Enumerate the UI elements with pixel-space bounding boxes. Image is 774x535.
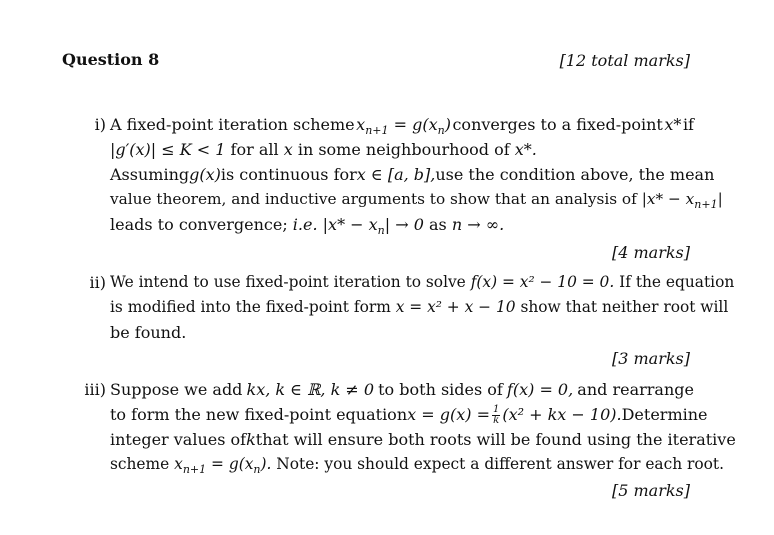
text: scheme (110, 455, 170, 473)
part-i (94, 112, 723, 238)
marks-text: [3 marks] (611, 349, 690, 368)
text: If the equation (619, 273, 735, 291)
question-total-marks (560, 51, 690, 70)
marks-text: [5 marks] (611, 481, 690, 500)
text: We intend to use fixed-point iteration to solve (110, 273, 466, 291)
text: Note: you should expect a different answer for each root. (276, 455, 724, 473)
text: use the condition above, the mean (435, 165, 715, 184)
fraction-denominator: k (493, 415, 500, 426)
text: integer values of (110, 430, 247, 449)
math (356, 112, 451, 137)
math-text: | (717, 190, 723, 208)
math: kx, k ∈ ℝ, k ≠ 0 (246, 380, 375, 399)
text: show that neither root will (520, 298, 729, 316)
math: x*. (514, 140, 537, 159)
fraction (492, 405, 500, 426)
part-i-line-3 (110, 162, 715, 187)
text: to both sides of (378, 380, 503, 399)
math-sub: n (437, 124, 445, 138)
math-text: = g(x (388, 115, 438, 134)
text-italic: i.e. (292, 215, 318, 234)
text: is modified into the fixed-point form (110, 298, 391, 316)
text: and rearrange (577, 380, 694, 399)
part-ii-line-1 (110, 270, 735, 295)
text: that will ensure both roots will be found using the iterative (255, 430, 736, 449)
part-ii-line-3: be found. (110, 323, 187, 342)
text: Suppose we add (110, 380, 243, 399)
math-text: ) (444, 115, 451, 134)
math (407, 402, 621, 427)
math-sub: n (377, 224, 385, 238)
math-sub: n+1 (182, 463, 207, 477)
text: value theorem, and inductive arguments to show that an analysis of (110, 190, 637, 208)
math: x (283, 140, 293, 159)
part-iii-label: iii) (84, 380, 106, 399)
part-iii-line-2 (110, 402, 708, 427)
math-text: ). (260, 455, 272, 473)
fraction-numerator: 1 (492, 404, 500, 415)
question-title: Question 8 (62, 50, 160, 69)
part-iii-marks (612, 481, 690, 500)
text: is continuous for (220, 165, 357, 184)
math-text: |x* − x (641, 190, 695, 208)
text: in some neighbourhood of (297, 140, 510, 159)
part-i-marks (612, 243, 690, 262)
math-text: x (174, 455, 183, 473)
part-ii-line-2 (110, 295, 729, 320)
part-i-line-2 (110, 137, 694, 162)
text: A fixed-point iteration scheme (110, 115, 355, 134)
math: f(x) = x² − 10 = 0. (470, 273, 615, 291)
math: n → ∞. (451, 215, 505, 234)
part-ii (89, 270, 735, 345)
text: as (429, 215, 447, 234)
part-i-line-4 (110, 187, 723, 212)
text: if (682, 115, 694, 134)
text: Assuming (110, 165, 190, 184)
part-iii-line-4 (110, 452, 724, 477)
math-text: x = g(x) = (407, 405, 490, 424)
math-text: = g(x (206, 455, 254, 473)
part-iii (84, 377, 736, 477)
text: Determine (621, 405, 708, 424)
math: k (246, 430, 256, 449)
part-i-line-5 (110, 212, 694, 237)
math-text: (x² + kx − 10). (502, 405, 622, 424)
math: x = x² + x − 10 (395, 298, 516, 316)
math-sub: n+1 (365, 124, 389, 138)
part-ii-label: ii) (89, 273, 106, 292)
math (174, 455, 272, 477)
math: x* (664, 115, 682, 134)
math-text: | → 0 (384, 215, 424, 234)
part-i-label: i) (94, 115, 106, 134)
math: x ∈ [a, b], (356, 165, 436, 184)
math-sub: n (253, 463, 261, 477)
math (641, 190, 723, 212)
math (322, 215, 424, 238)
math: f(x) = 0, (506, 380, 574, 399)
math-sub: n+1 (694, 198, 718, 212)
text: for all (230, 140, 279, 159)
marks-text: [4 marks] (611, 243, 690, 262)
text: leads to convergence; (110, 215, 288, 234)
math: |g′(x)| ≤ K < 1 (110, 140, 226, 159)
part-iii-line-3 (110, 427, 736, 452)
part-iii-line-1 (110, 377, 694, 402)
part-i-line-1 (110, 112, 694, 137)
math-text: x (356, 115, 366, 134)
text: converges to a fixed-point (452, 115, 663, 134)
math-text: |x* − x (322, 215, 378, 234)
part-ii-marks (612, 349, 690, 368)
total-marks-text: [12 total marks] (559, 51, 690, 70)
text: to form the new fixed-point equation (110, 405, 408, 424)
math: g(x) (189, 165, 221, 184)
